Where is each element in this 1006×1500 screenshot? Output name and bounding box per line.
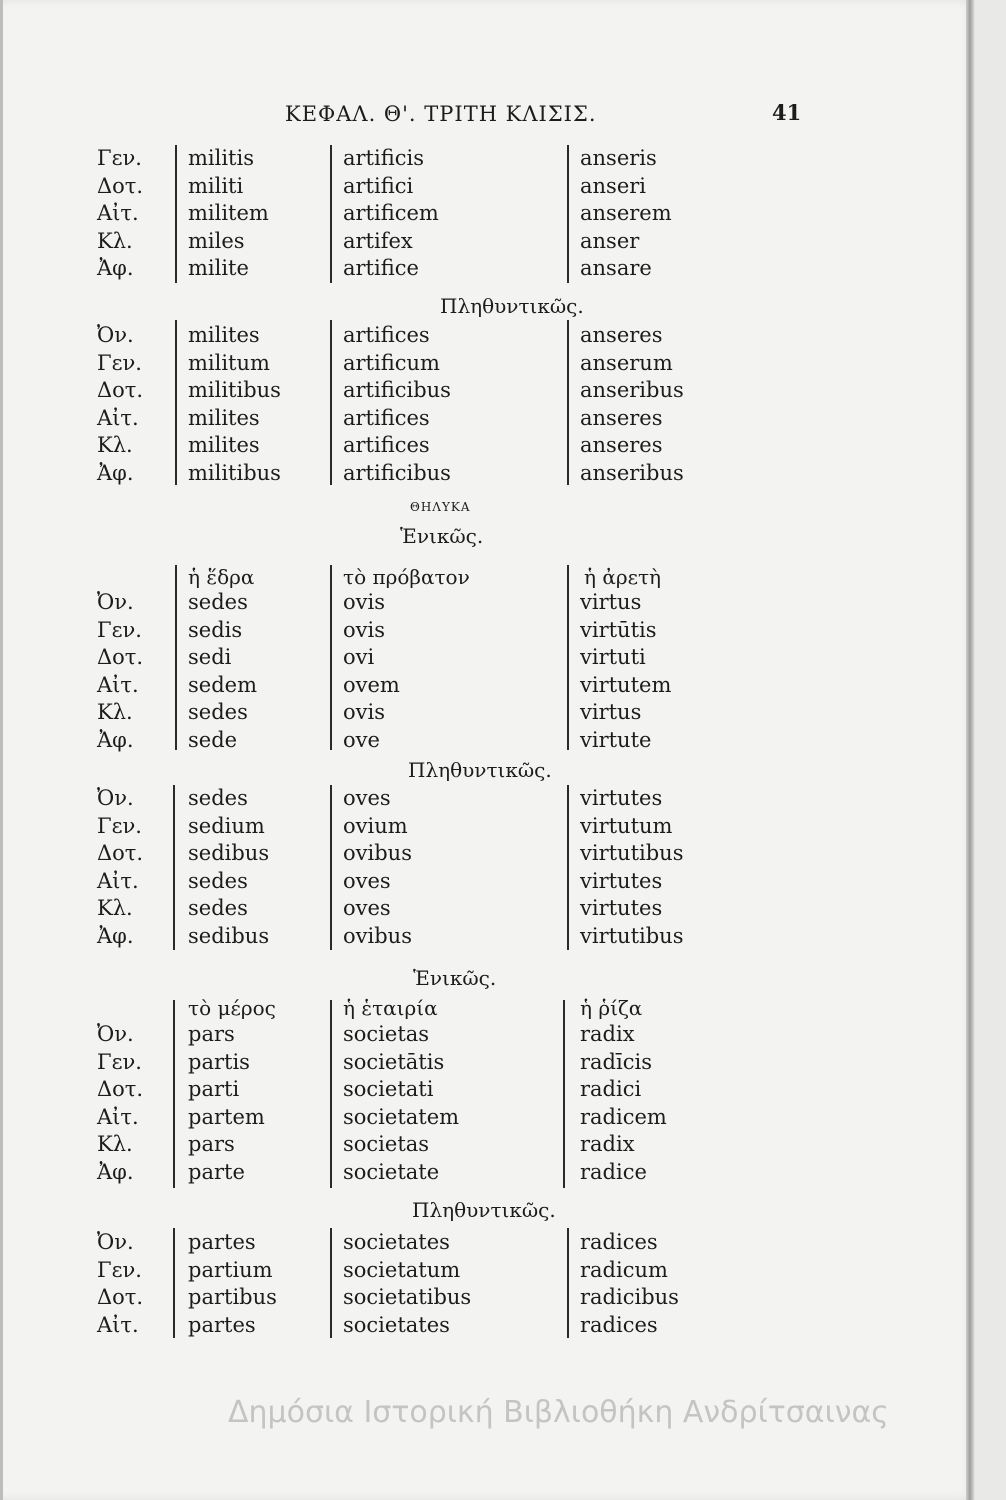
table-row <box>0 924 975 951</box>
case-label: Γεν. <box>97 1257 142 1282</box>
table-row <box>0 841 975 868</box>
table-row <box>0 814 975 841</box>
table-row <box>0 1132 975 1159</box>
latin-form: ove <box>343 727 380 752</box>
section-label-plural-2: Πληθυντικῶς. <box>408 758 552 782</box>
case-label: Ἀφ. <box>97 727 134 752</box>
latin-form: anseribus <box>580 460 684 485</box>
latin-form: militibus <box>188 378 281 402</box>
section-label-plural-3: Πληθυντικῶς. <box>412 1198 556 1222</box>
table-row <box>0 700 975 727</box>
case-label: Αἰτ. <box>97 1312 139 1337</box>
table-row <box>0 351 975 378</box>
table-row <box>0 256 975 283</box>
latin-form: radicum <box>580 1257 668 1282</box>
latin-form: virtus <box>580 700 642 724</box>
section-label-plural: Πληθυντικῶς. <box>440 294 584 318</box>
latin-form: oves <box>343 786 391 810</box>
latin-form: anserum <box>580 350 673 375</box>
latin-form: militum <box>188 350 270 375</box>
latin-form: societatem <box>343 1104 460 1129</box>
latin-form: societas <box>343 1022 430 1046</box>
case-label: Ὀν. <box>97 1022 134 1046</box>
table-row <box>0 728 975 755</box>
case-label: Κλ. <box>97 433 133 457</box>
case-label: Κλ. <box>97 700 133 724</box>
table-row <box>0 323 975 350</box>
latin-form: societatum <box>343 1257 461 1282</box>
case-label: Γεν. <box>97 146 142 170</box>
table-row <box>0 146 975 173</box>
table-row <box>0 1258 975 1285</box>
table-row <box>0 1105 975 1132</box>
latin-form: virtutibus <box>580 841 684 865</box>
table-row <box>0 461 975 488</box>
table-row <box>0 1050 975 1077</box>
latin-form: militis <box>188 146 254 170</box>
case-label: Γεν. <box>97 813 142 838</box>
latin-form: sedes <box>188 896 248 920</box>
latin-form: milite <box>188 256 249 280</box>
latin-form: societates <box>343 1312 450 1337</box>
case-label: Γεν. <box>97 1049 142 1074</box>
case-label: Δοτ. <box>97 1077 144 1101</box>
case-label: Δοτ. <box>97 645 144 669</box>
section-label-feminine: ΘΗΛΥΚΑ <box>410 500 471 514</box>
column-head: τὸ μέρος <box>188 996 276 1020</box>
latin-form: sede <box>188 727 238 752</box>
latin-form: radices <box>580 1312 658 1337</box>
column-head: ἡ ἀρετὴ <box>584 565 662 589</box>
latin-form: artifici <box>343 173 414 198</box>
case-label: Ὀν. <box>97 590 134 614</box>
latin-form: virtutibus <box>580 923 684 948</box>
table-row <box>0 1160 975 1187</box>
table-row <box>0 1285 975 1312</box>
table-row <box>0 406 975 433</box>
page-header: ΚΕΦΑΛ. Θ'. ΤΡΙΤΗ ΚΛΙΣΙΣ. <box>285 102 597 126</box>
latin-form: radici <box>580 1077 642 1101</box>
latin-form: ovibus <box>343 841 412 865</box>
latin-form: artificis <box>343 146 424 170</box>
latin-form: militibus <box>188 460 281 485</box>
latin-form: militi <box>188 173 244 198</box>
table-row <box>0 590 975 617</box>
latin-form: societati <box>343 1077 434 1101</box>
latin-form: virtus <box>580 590 642 614</box>
latin-form: virtutem <box>580 672 672 697</box>
case-label: Αἰτ. <box>97 672 139 697</box>
column-head: ἡ ἕδρα <box>188 565 255 589</box>
case-label: Δοτ. <box>97 173 144 198</box>
latin-form: virtuti <box>580 645 646 669</box>
latin-form: sedes <box>188 786 248 810</box>
latin-form: partibus <box>188 1285 277 1309</box>
latin-form: anseres <box>580 323 663 347</box>
latin-form: partis <box>188 1049 250 1074</box>
latin-form: sedes <box>188 700 248 724</box>
latin-form: ovis <box>343 590 385 614</box>
latin-form: miles <box>188 228 245 253</box>
table-row <box>0 1022 975 1049</box>
latin-form: ovium <box>343 813 408 838</box>
latin-form: sedes <box>188 868 248 893</box>
latin-form: pars <box>188 1022 235 1046</box>
case-label: Αἰτ. <box>97 201 139 225</box>
case-label: Ἀφ. <box>97 256 134 280</box>
latin-form: ovis <box>343 617 385 642</box>
latin-form: societates <box>343 1230 450 1254</box>
case-label: Δοτ. <box>97 841 144 865</box>
latin-form: sedibus <box>188 923 270 948</box>
case-label: Αἰτ. <box>97 868 139 893</box>
case-label: Γεν. <box>97 617 142 642</box>
latin-form: milites <box>188 323 260 347</box>
latin-form: sedibus <box>188 841 270 865</box>
latin-form: milites <box>188 405 260 430</box>
latin-form: anseres <box>580 433 663 457</box>
table-row <box>0 618 975 645</box>
latin-form: artifices <box>343 405 430 430</box>
latin-form: ovibus <box>343 923 412 948</box>
latin-form: sedi <box>188 645 232 669</box>
table-row <box>0 1230 975 1257</box>
latin-form: radix <box>580 1022 635 1046</box>
latin-form: radīcis <box>580 1049 652 1074</box>
latin-form: artifice <box>343 256 419 280</box>
table-row <box>0 201 975 228</box>
latin-form: sedes <box>188 590 248 614</box>
latin-form: anseribus <box>580 378 684 402</box>
latin-form: artificem <box>343 201 439 225</box>
latin-form: artificum <box>343 350 440 375</box>
table-row <box>0 786 975 813</box>
case-label: Γεν. <box>97 350 142 375</box>
table-row <box>0 1077 975 1104</box>
latin-form: oves <box>343 896 391 920</box>
latin-form: anser <box>580 228 640 253</box>
latin-form: anserem <box>580 201 672 225</box>
latin-form: ovis <box>343 700 385 724</box>
table-row <box>0 229 975 256</box>
latin-form: ovi <box>343 645 375 669</box>
latin-form: parti <box>188 1077 240 1101</box>
latin-form: artifex <box>343 228 413 253</box>
latin-form: virtūtis <box>580 617 657 642</box>
latin-form: partes <box>188 1312 256 1337</box>
case-label: Δοτ. <box>97 1285 144 1309</box>
case-label: Δοτ. <box>97 378 144 402</box>
case-label: Ἀφ. <box>97 460 134 485</box>
latin-form: pars <box>188 1132 235 1156</box>
latin-form: virtutes <box>580 786 663 810</box>
latin-form: partem <box>188 1104 265 1129</box>
latin-form: societatibus <box>343 1285 472 1309</box>
table-row <box>0 673 975 700</box>
case-label: Ὀν. <box>97 786 134 810</box>
latin-form: anseris <box>580 146 657 170</box>
latin-form: virtutes <box>580 868 663 893</box>
latin-form: artifices <box>343 433 430 457</box>
latin-form: ovem <box>343 672 400 697</box>
column-head: ἡ ῥίζα <box>580 996 643 1020</box>
latin-form: anseres <box>580 405 663 430</box>
latin-form: milites <box>188 433 260 457</box>
case-label: Ἀφ. <box>97 1159 134 1184</box>
table-row <box>0 896 975 923</box>
latin-form: sedis <box>188 617 243 642</box>
section-label-singular: Ἑνικῶς. <box>400 524 484 548</box>
case-label: Αἰτ. <box>97 1104 139 1129</box>
case-label: Κλ. <box>97 228 133 253</box>
latin-form: societate <box>343 1159 440 1184</box>
latin-form: artificibus <box>343 460 451 485</box>
table-row <box>0 378 975 405</box>
latin-form: ansare <box>580 256 652 280</box>
latin-form: radices <box>580 1230 658 1254</box>
latin-form: radix <box>580 1132 635 1156</box>
latin-form: partium <box>188 1257 273 1282</box>
latin-form: radice <box>580 1159 647 1184</box>
latin-form: artificibus <box>343 378 451 402</box>
case-label: Αἰτ. <box>97 405 139 430</box>
case-label: Ἀφ. <box>97 923 134 948</box>
latin-form: militem <box>188 201 269 225</box>
library-watermark: Δημόσια Ιστορική Βιβλιοθήκη Ανδρίτσαινας <box>228 1395 889 1430</box>
section-label-singular-2: Ἑνικῶς. <box>413 966 497 990</box>
latin-form: societas <box>343 1132 430 1156</box>
page-number: 41 <box>772 100 802 125</box>
case-label: Κλ. <box>97 1132 133 1156</box>
latin-form: sedium <box>188 813 265 838</box>
latin-form: sedem <box>188 672 257 697</box>
latin-form: virtutum <box>580 813 673 838</box>
latin-form: oves <box>343 868 391 893</box>
case-label: Ὀν. <box>97 1230 134 1254</box>
case-label: Ὀν. <box>97 323 134 347</box>
case-label: Κλ. <box>97 896 133 920</box>
latin-form: artifices <box>343 323 430 347</box>
latin-form: societātis <box>343 1049 445 1074</box>
table-row <box>0 433 975 460</box>
latin-form: virtute <box>580 727 652 752</box>
latin-form: partes <box>188 1230 256 1254</box>
latin-form: parte <box>188 1159 245 1184</box>
latin-form: radicem <box>580 1104 667 1129</box>
table-row <box>0 1313 975 1340</box>
latin-form: anseri <box>580 173 647 198</box>
column-head: τὸ πρόβατον <box>343 565 470 589</box>
latin-form: virtutes <box>580 896 663 920</box>
table-row <box>0 645 975 672</box>
table-row <box>0 174 975 201</box>
column-head: ἡ ἑταιρία <box>343 996 438 1020</box>
latin-form: radicibus <box>580 1285 679 1309</box>
table-row <box>0 869 975 896</box>
